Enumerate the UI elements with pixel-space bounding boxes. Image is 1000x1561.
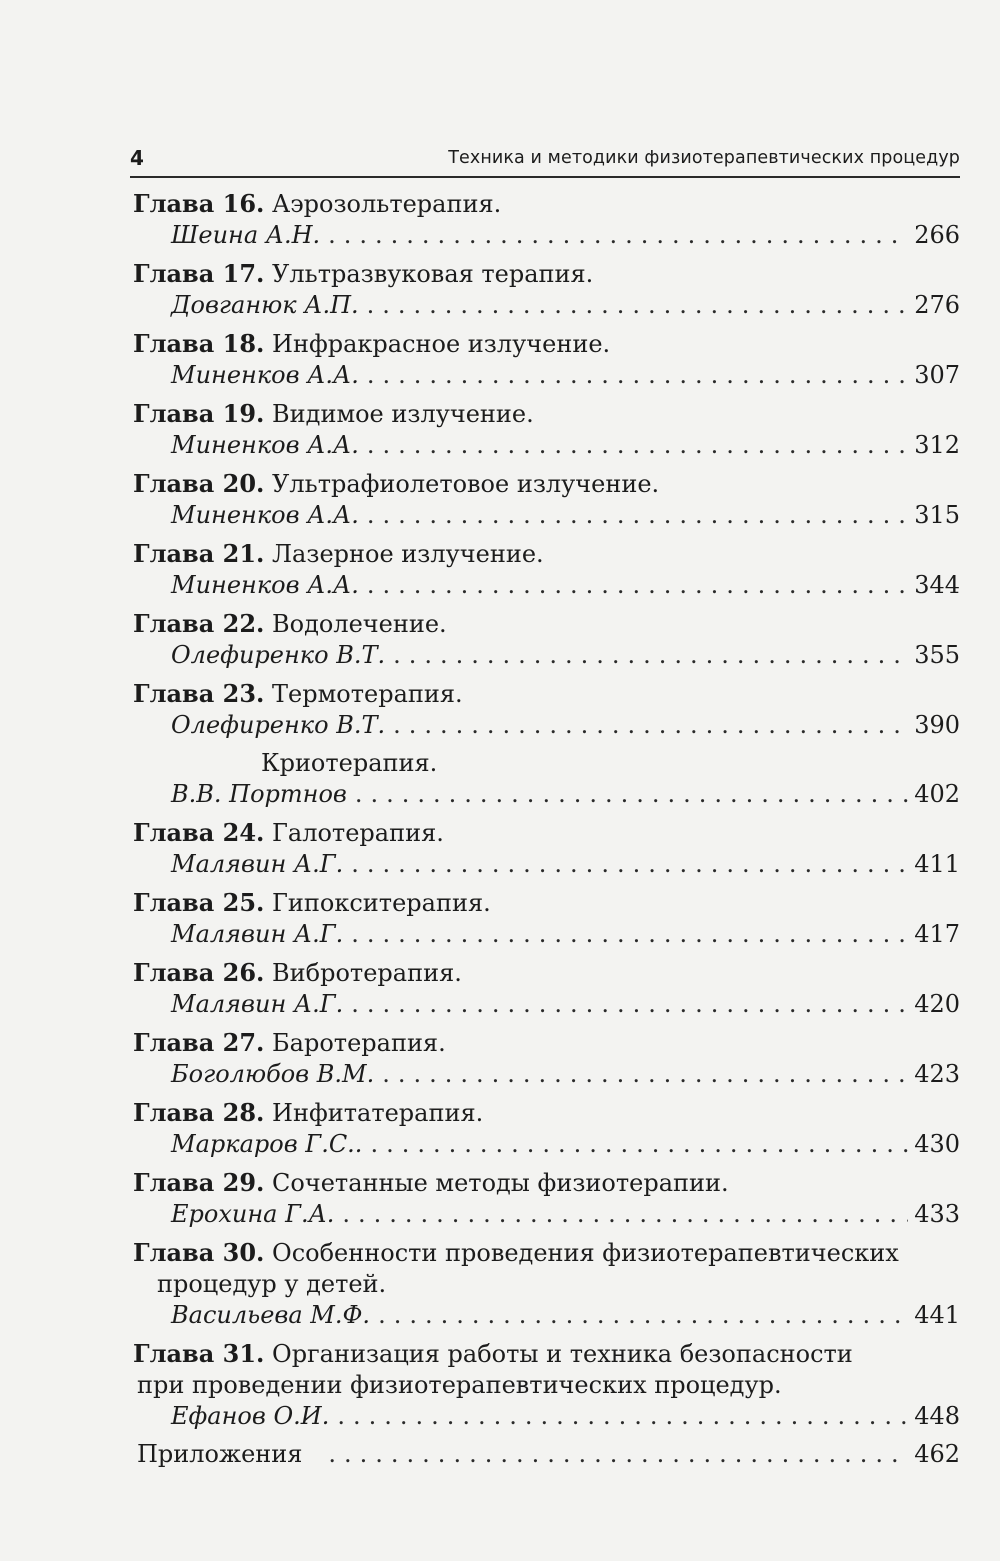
chapter-label: Глава 17. xyxy=(133,259,265,288)
dot-leader xyxy=(367,360,908,391)
toc-entry-chapter-27 xyxy=(133,1027,960,1090)
page-number: 4 xyxy=(130,146,144,170)
page-reference: 266 xyxy=(914,221,960,249)
toc-entry-chapter-29 xyxy=(133,1167,960,1230)
chapter-title: Инфракрасное излучение. xyxy=(272,330,611,358)
page-reference: 355 xyxy=(914,641,960,669)
chapter-title: Организация работы и техника безопасности xyxy=(272,1340,853,1368)
dot-leader xyxy=(393,710,908,741)
chapter-label: Глава 19. xyxy=(133,399,265,428)
page-reference: 423 xyxy=(914,1060,960,1088)
toc-entry-chapter-22 xyxy=(133,608,960,671)
chapter-label: Глава 30. xyxy=(133,1238,265,1267)
toc-entry-chapter-23 xyxy=(133,678,960,741)
subsection-title: Криотерапия. xyxy=(261,749,438,777)
dot-leader xyxy=(351,849,908,880)
chapter-title: Сочетанные методы физиотерапии. xyxy=(272,1169,729,1197)
chapter-label: Глава 25. xyxy=(133,888,265,917)
author-line xyxy=(133,220,960,251)
chapter-title: Баротерапия. xyxy=(272,1029,446,1057)
chapter-heading xyxy=(133,468,960,500)
author-line xyxy=(133,570,960,601)
chapter-heading xyxy=(133,538,960,570)
chapter-author: Олефиренко В.Т. xyxy=(171,641,386,669)
toc-entry-subsection-cryotherapy xyxy=(133,748,960,810)
dot-leader xyxy=(351,919,908,950)
chapter-label: Глава 31. xyxy=(133,1339,265,1368)
author-line xyxy=(133,919,960,950)
chapter-author: Ерохина Г.А. xyxy=(171,1200,335,1228)
chapter-title: Ультрафиолетовое излучение. xyxy=(272,470,660,498)
page-reference: 307 xyxy=(914,361,960,389)
chapter-label: Глава 24. xyxy=(133,818,265,847)
chapter-title-continuation: при проведении физиотерапевтических процедур. xyxy=(137,1371,782,1399)
chapter-heading xyxy=(133,678,960,710)
dot-leader xyxy=(367,570,908,601)
chapter-title: Термотерапия. xyxy=(272,680,463,708)
chapter-heading xyxy=(133,1338,960,1370)
page-reference: 344 xyxy=(914,571,960,599)
page-reference: 441 xyxy=(914,1301,960,1329)
dot-leader xyxy=(367,290,909,321)
chapter-heading xyxy=(133,188,960,220)
chapter-title: Лазерное излучение. xyxy=(272,540,544,568)
chapter-author: Миненков А.А. xyxy=(171,501,359,529)
author-line xyxy=(133,1199,960,1230)
chapter-label: Глава 16. xyxy=(133,189,265,218)
chapter-title: Водолечение. xyxy=(272,610,447,638)
chapter-title: Особенности проведения физиотерапевтических xyxy=(272,1239,899,1267)
dot-leader xyxy=(393,640,908,671)
author-line xyxy=(133,500,960,531)
dot-leader xyxy=(370,1129,908,1160)
toc-entry-chapter-30 xyxy=(133,1237,960,1331)
chapter-author: Малявин А.Г. xyxy=(171,850,344,878)
dot-leader xyxy=(351,989,908,1020)
dot-leader xyxy=(378,1300,908,1331)
chapter-author: Миненков А.А. xyxy=(171,431,359,459)
dot-leader xyxy=(382,1059,908,1090)
page-reference: 402 xyxy=(914,780,960,808)
chapter-label: Глава 21. xyxy=(133,539,265,568)
chapter-heading xyxy=(133,328,960,360)
dot-leader xyxy=(328,1439,908,1470)
chapter-heading xyxy=(133,817,960,849)
toc-entry-chapter-25 xyxy=(133,887,960,950)
toc-entry-chapter-19 xyxy=(133,398,960,461)
page-reference: 433 xyxy=(914,1200,960,1228)
chapter-author: Маркаров Г.С.. xyxy=(171,1130,363,1158)
chapter-title: Видимое излучение. xyxy=(272,400,534,428)
toc-entry-chapter-16 xyxy=(133,188,960,251)
running-head xyxy=(130,142,960,172)
toc-entry-chapter-28 xyxy=(133,1097,960,1160)
chapter-author: Шеина А.Н. xyxy=(171,221,321,249)
toc-entry-chapter-31 xyxy=(133,1338,960,1432)
chapter-title: Галотерапия. xyxy=(272,819,444,847)
page-reference: 411 xyxy=(914,850,960,878)
chapter-author: Миненков А.А. xyxy=(171,571,359,599)
chapter-heading xyxy=(133,608,960,640)
author-line xyxy=(133,1059,960,1090)
header-rule xyxy=(130,176,960,178)
chapter-label: Глава 26. xyxy=(133,958,265,987)
chapter-author: Олефиренко В.Т. xyxy=(171,711,386,739)
page-reference: 315 xyxy=(914,501,960,529)
author-line xyxy=(133,779,960,810)
running-title: Техника и методики физиотерапевтических процедур xyxy=(448,148,960,168)
chapter-label: Глава 29. xyxy=(133,1168,265,1197)
subsection-heading xyxy=(133,748,960,779)
chapter-title: Ультразвуковая терапия. xyxy=(272,260,594,288)
page-reference: 448 xyxy=(914,1402,960,1430)
toc-entry-chapter-24 xyxy=(133,817,960,880)
dot-leader xyxy=(342,1199,908,1230)
chapter-heading xyxy=(133,1167,960,1199)
chapter-author: В.В. Портнов xyxy=(171,780,347,808)
chapter-label: Глава 18. xyxy=(133,329,265,358)
dot-leader xyxy=(337,1401,908,1432)
page-reference: 430 xyxy=(914,1130,960,1158)
author-line xyxy=(133,640,960,671)
chapter-title: Вибротерапия. xyxy=(272,959,462,987)
dot-leader xyxy=(367,430,908,461)
chapter-label: Глава 28. xyxy=(133,1098,265,1127)
chapter-title: Инфитатерапия. xyxy=(272,1099,484,1127)
chapter-author: Миненков А.А. xyxy=(171,361,359,389)
chapter-author: Боголюбов В.М. xyxy=(171,1060,375,1088)
page-reference: 276 xyxy=(914,291,960,319)
page-reference: 390 xyxy=(914,711,960,739)
chapter-title: Гипокситерапия. xyxy=(272,889,491,917)
chapter-title: Аэрозольтерапия. xyxy=(272,190,502,218)
author-line xyxy=(133,1300,960,1331)
chapter-label: Глава 22. xyxy=(133,609,265,638)
toc-entry-appendix xyxy=(133,1439,960,1470)
author-line xyxy=(133,1401,960,1432)
toc-entry-chapter-20 xyxy=(133,468,960,531)
page-reference: 462 xyxy=(914,1440,960,1468)
chapter-author: Малявин А.Г. xyxy=(171,990,344,1018)
chapter-heading xyxy=(133,258,960,290)
page-reference: 312 xyxy=(914,431,960,459)
author-line xyxy=(133,290,960,321)
chapter-heading xyxy=(133,957,960,989)
table-of-contents xyxy=(133,188,960,1470)
toc-entry-chapter-18 xyxy=(133,328,960,391)
toc-entry-chapter-26 xyxy=(133,957,960,1020)
chapter-author: Малявин А.Г. xyxy=(171,920,344,948)
page-reference: 420 xyxy=(914,990,960,1018)
toc-entry-chapter-17 xyxy=(133,258,960,321)
chapter-author: Ефанов О.И. xyxy=(171,1402,330,1430)
chapter-heading xyxy=(133,1027,960,1059)
dot-leader xyxy=(328,220,908,251)
author-line xyxy=(133,989,960,1020)
author-line xyxy=(133,360,960,391)
chapter-label: Глава 27. xyxy=(133,1028,265,1057)
chapter-author: Васильева М.Ф. xyxy=(171,1301,371,1329)
chapter-title-continuation: процедур у детей. xyxy=(157,1270,387,1298)
author-line xyxy=(133,430,960,461)
appendix-title: Приложения xyxy=(137,1440,303,1468)
chapter-heading xyxy=(133,1097,960,1129)
chapter-heading xyxy=(133,398,960,430)
author-line xyxy=(133,710,960,741)
chapter-label: Глава 20. xyxy=(133,469,265,498)
dot-leader xyxy=(355,779,908,810)
dot-leader xyxy=(367,500,908,531)
author-line xyxy=(133,849,960,880)
chapter-heading xyxy=(133,1237,960,1269)
page-reference: 417 xyxy=(914,920,960,948)
chapter-heading xyxy=(133,887,960,919)
chapter-author: Довганюк А.П. xyxy=(171,291,359,319)
author-line xyxy=(133,1129,960,1160)
toc-entry-chapter-21 xyxy=(133,538,960,601)
chapter-label: Глава 23. xyxy=(133,679,265,708)
